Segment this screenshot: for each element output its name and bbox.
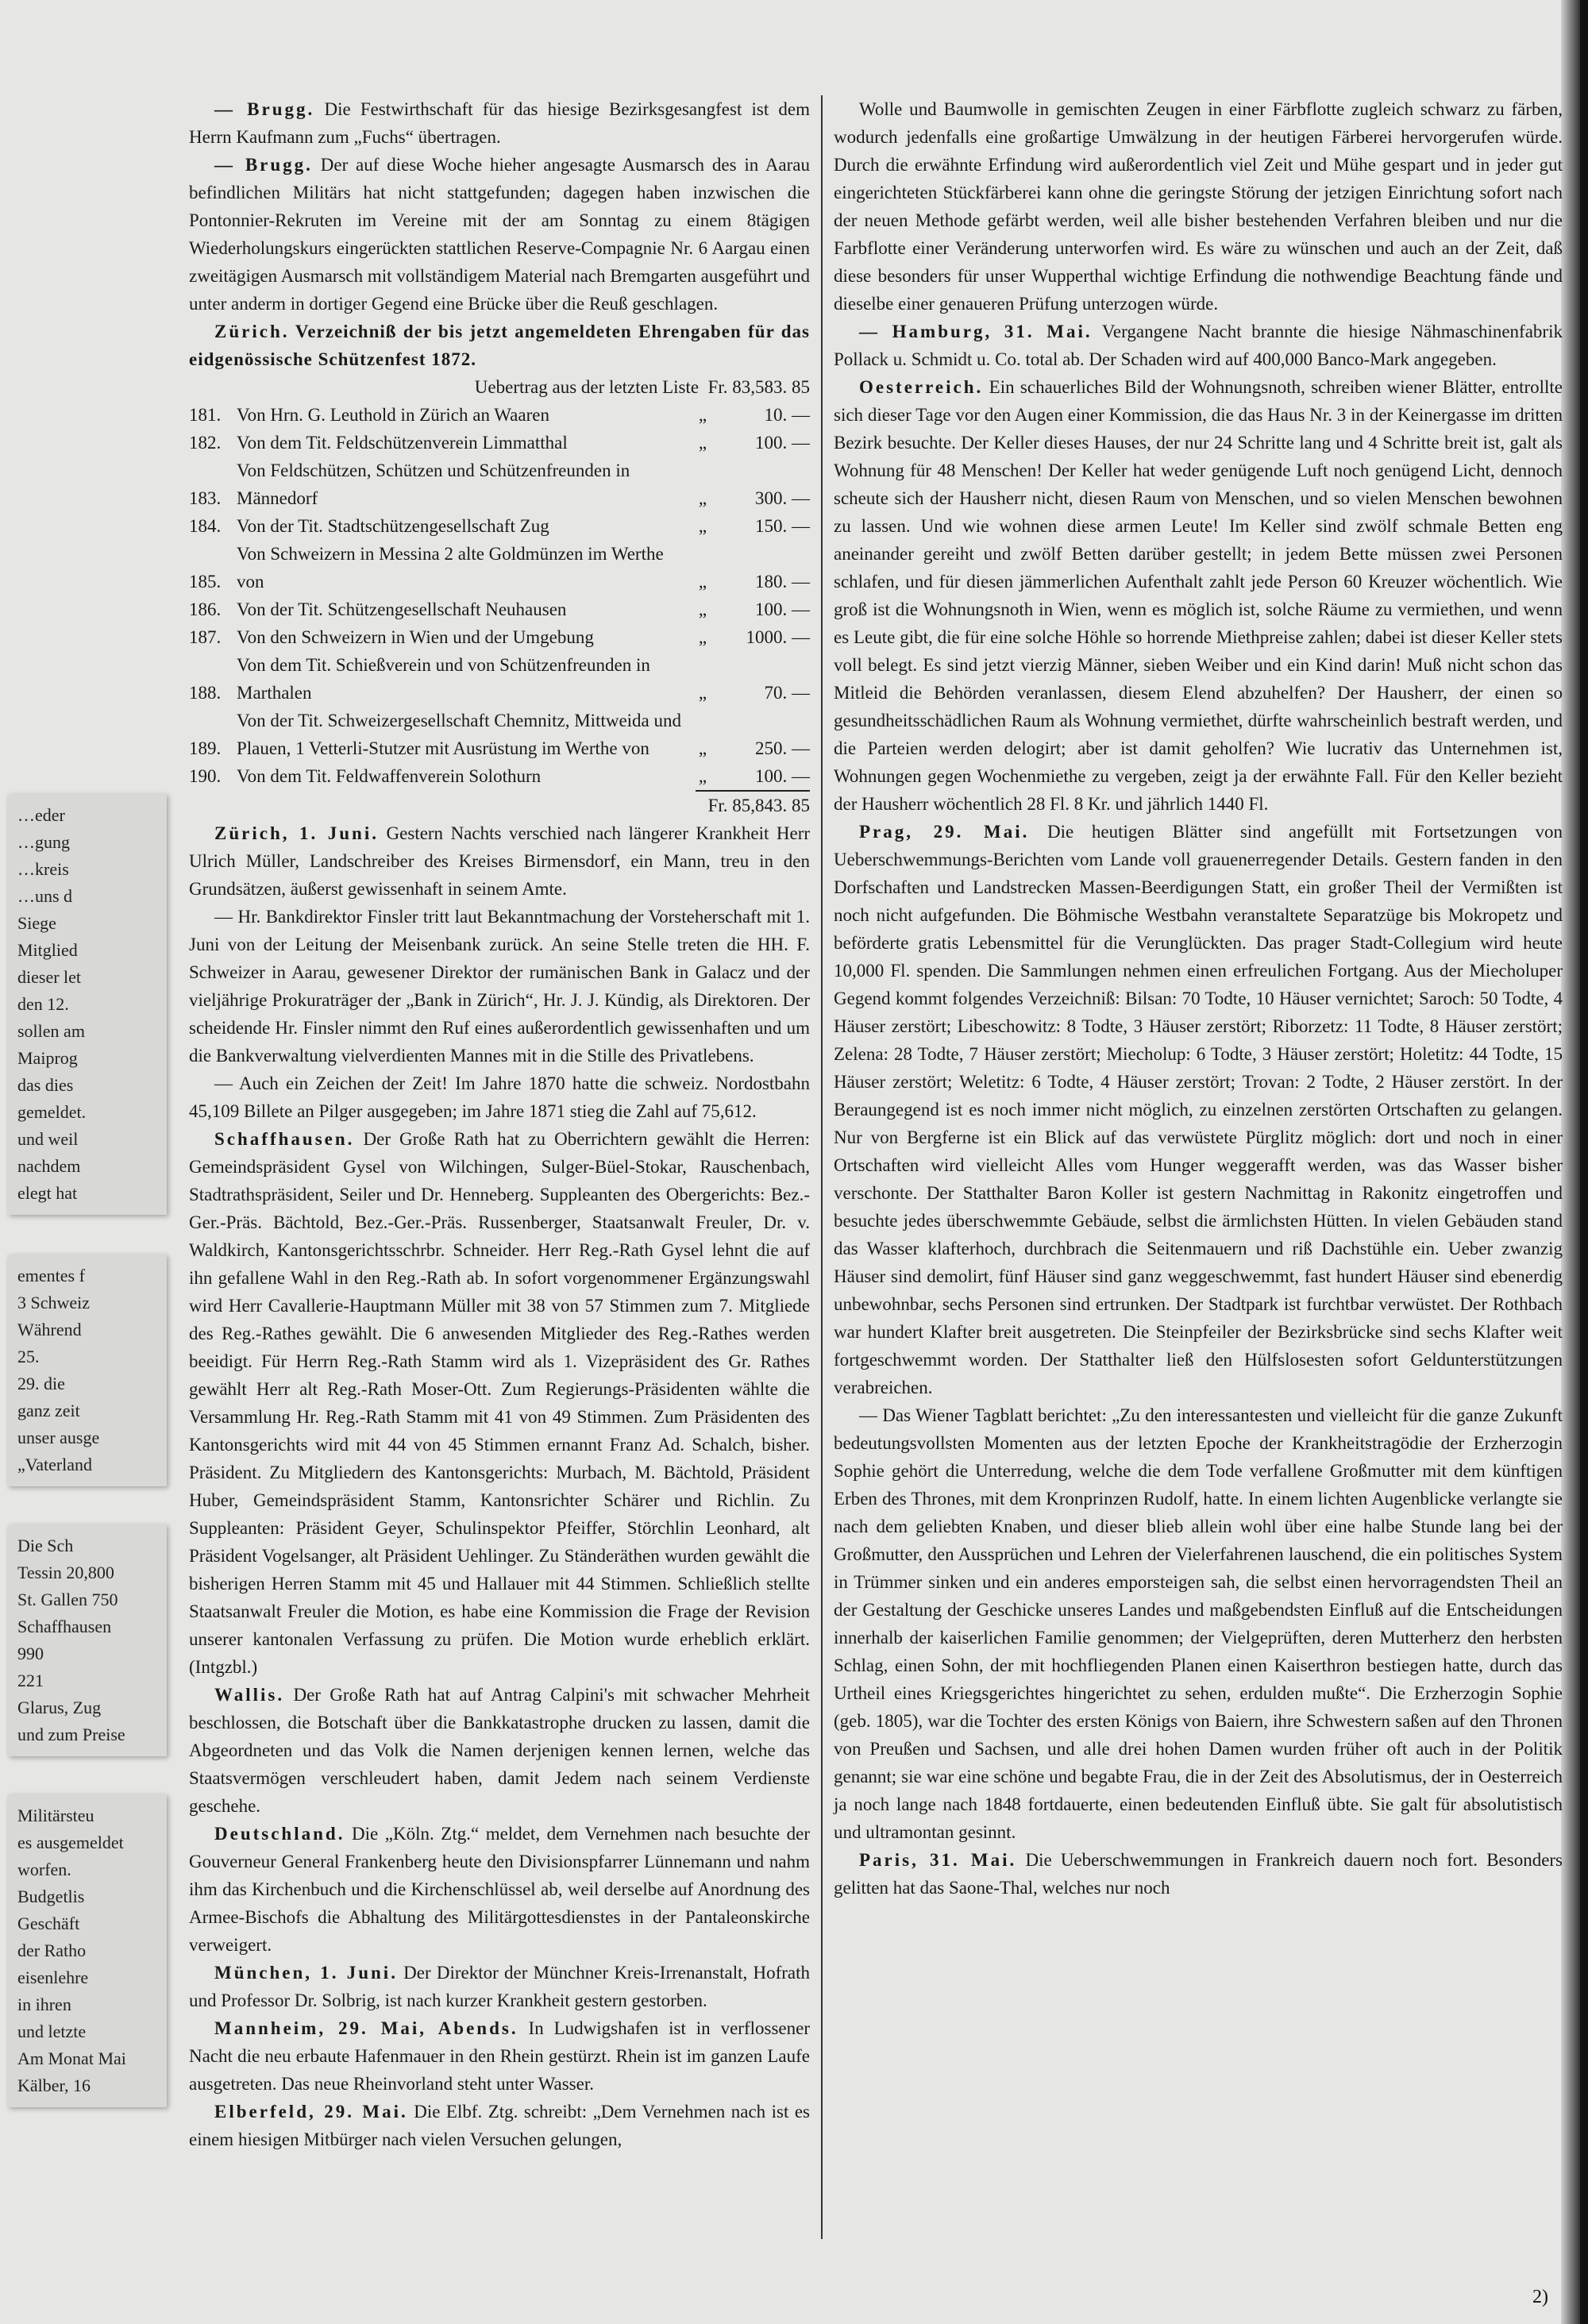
article-text: Die Ueberschwemmungen in Frankreich dauern noch fort. Besonders gelitten hat das Saone-Thal, welches nur noch <box>834 1850 1563 1898</box>
article-text: Gestern Nachts verschied nach längerer Krankheit Herr Ulrich Müller, Landschreiber des Kreises Birmensdorf, ein Mann, treu in den Grundsätzen, äußerst gewissenhaft in seinem Amte. <box>189 823 811 899</box>
article-p5 <box>834 1401 1563 1846</box>
row-number: 187. <box>189 627 222 647</box>
article-text: Der Direktor der Münchner Kreis-Irrenanstalt, Hofrath und Professor Dr. Solbrig, ist nach kurzer Krankheit gestern gestorben. <box>189 1963 811 2010</box>
carry-over-row <box>189 373 810 401</box>
ditto-mark: „ <box>698 516 707 536</box>
row-amount: 70. — <box>764 683 810 703</box>
article-text: — Auch ein Zeichen der Zeit! Im Jahre 1870 hatte die schweiz. Nordostbahn 45,109 Billete an Pilger ausgegeben; im Jahre 1871 stieg die Zahl auf 75,612. <box>189 1073 810 1121</box>
clipping-line: den 12. <box>17 994 69 1014</box>
clipping-line: Siege <box>17 913 56 933</box>
ditto-mark: „ <box>698 433 707 453</box>
row-amount: 150. — <box>755 516 810 536</box>
article-text: Die „Köln. Ztg.“ meldet, dem Vernehmen nach besuchte der Gouverneur General Frankenberg heute den Divisionspfarrer Lünnemann und nahm ihm das Kirchenbuch und die Kirchenschlüssel ab, weil derselbe auf Anordnung des Armee-Bischofs die Abhaltung des Militärgottesdienstes in der Pantaleonskirche verweigert. <box>189 1824 811 1955</box>
row-amount: 100. — <box>755 766 810 786</box>
clipping-line: …kreis <box>17 859 69 879</box>
article-text: — Das Wiener Tagblatt berichtet: „Zu den interessantesten und vielleicht für die ganze Zukunft bedeutungsvollsten Momenten aus der letzten Epoche der Krankheitstragödie der Erzherzogin Sophie gehört die Unterredung, welche die dem Tode verfallene Großmutter mit dem künftigen Erben des Thrones, mit dem Kronprinzen Rudolf, hatte. In einem lichten Augenblicke verlangte sie nach dem geliebten Knaben, und dieser blieb allein wohl über eine halbe Stunde lang bei der Großmutter, den Aussprüchen und Lehren der Vielerfahrenen lauschend, die ein politisches System in Trümmer sinken und ein anderes emporsteigen sah, die selbst einen hervorragendsten Theil an der Gestaltung der Geschicke unseres Landes und maßgebendsten Einfluß auf die Entscheidungen innerhalb der kaiserlichen Familie genommen; der Vielgeprüften, deren Mutterherz den herbsten Schlag, einen Sohn, der mit hochfliegenden Planen einen Kaiserthron bestiegen hatte, durch das Urtheil eines Kriegsgerichtes hingerichtet zu sehen, erdulden mußte“. Die Erzherzogin Sophie (geb. 1805), war die Tochter des ersten Königs von Baiern, ihre Schwestern saßen auf den Thronen von Preußen und Sachsen, und alle drei hohen Damen wurden früher oft auch in der Politik genannt; sie war eine schöne und begabte Frau, die in der Zeit des Absolutismus, der in Oesterreich ja noch lange nach 1848 fortdauerte, einen bedeutenden Einfluß übte. Sie galt für absolutistisch und ultramontan gesinnt. <box>834 1405 1563 1842</box>
article-text: Die heutigen Blätter sind angefüllt mit Fortsetzungen von Ueberschwemmungs-Berichten vom Lande voll grauenerregender Details. Gestern fanden in den Dorfschaften und Landstrecken Massen-Beerdigungen Statt, ein großer Theil der Vermißten ist noch nicht aufgefunden. Die Böhmische Westbahn veranstaltete Separatzüge bis Mokropetz und beförderte gratis Lebensmittel für die Verunglückten. Das prager Stadt-Collegium wird heute 10,000 Fl. spenden. Die Sammlungen nehmen einen erfreulichen Fortgang. Aus der Miecholuper Gegend kommt folgendes Verzeichniß: Bilsan: 70 Todte, 10 Häuser vernichtet; Saroch: 50 Todte, 4 Häuser zerstört; Libeschowitz: 8 Todte, 3 Häuser zerstört; Riborzetz: 11 Todte, 8 Häuser zerstört; Zelena: 28 Todte, 7 Häuser zerstört; Miecholup: 6 Todte, 3 Häuser zerstört; Holetitz: 44 Todte, 15 Häuser zerstört; Weletitz: 6 Todte, 4 Häuser zerstört; Trovan: 2 Todte, 2 Häuser zerstört. In der Beraungegend ist es noch immer nicht möglich, zu einzelnen zerstörten Ortschaften zu gelangen. Nur von Bergferne ist ein Blick auf das verwüstete Pürglitz möglich: dort und noch in einer Ortschaften wird vielleicht Alles vom Hunger weggerafft werden, was das Wasser bisher verschonte. Der Statthalter Baron Koller ist gestern Nachmittag in Rakonitz eingetroffen und besuchte jedes überschwemmte Gebäude, selbst die ärmlichsten Hütten. In vielen Gebäuden stand das Wasser klafterhoch, durchbrach die Seitenmauern und riß Dachstühle ein. Ueber zwanzig Häuser sind demolirt, fünf Häuser sind ganz weggeschwemmt, fast hundert Häuser sind ebenerdig unbewohnbar, sechs Personen sind ertrunken. Der Stadtpark ist furchtbar verwüstet. Der Rothbach war hundert Klafter breit ausgetreten. Die Steinpfeiler der Bezirksbrücke sind sechs Klafter weit fortgeschwemmt worden. Der Statthalter ließ den Hülfslosesten sofort Geldunterstützungen verabreichen. <box>834 822 1563 1397</box>
article-lead: Schaffhausen. <box>214 1129 355 1149</box>
clipping-line: 29. die <box>17 1374 65 1393</box>
row-amount: 100. — <box>755 599 810 619</box>
table-row <box>189 651 810 707</box>
clipping-line: ganz zeit <box>17 1401 80 1420</box>
newspaper-clipping <box>8 1794 167 2107</box>
article-brugg-2 <box>189 151 810 318</box>
clipping-line: ementes f <box>17 1266 85 1285</box>
table-row <box>189 595 810 623</box>
clipping-line: St. Gallen 750 <box>17 1590 118 1609</box>
ditto-mark: „ <box>698 766 707 786</box>
row-amount: 250. — <box>755 738 810 758</box>
row-number: 190. <box>189 766 222 786</box>
table-row <box>189 707 810 762</box>
row-description: Von der Tit. Schützengesellschaft Neuhausen <box>237 599 567 619</box>
right-column <box>834 95 1563 1902</box>
clipping-line: nachdem <box>17 1156 81 1176</box>
article-text: In Ludwigshafen ist in verflossener Nacht die neu erbaute Hafenmauer in den Rhein gestürzt. Rhein ist im ganzen Laufe ausgetreten. Das neue Rheinvorland steht unter Wasser. <box>189 2018 810 2094</box>
article-text: — Hr. Bankdirektor Finsler tritt laut Bekanntmachung der Vorsteherschaft mit 1. Juni von der Leitung der Meisenbank zurück. An seine Stelle treten die HH. F. Schweizer in Aarau, gewesener Direktor der rumänischen Bank in Galacz und der vieljährige Prokuraträger der „Bank in Zürich“, Hr. J. J. Kündig, als Direktoren. Der scheidende Hr. Finsler nimmt den Ruf eines außerordentlich gewissenhaften und um die Bankverwaltung vielverdienten Mannes mit in die Stille des Privatlebens. <box>189 907 810 1066</box>
article-p3 <box>834 373 1563 818</box>
article-p10 <box>189 2014 810 2098</box>
ditto-mark: „ <box>698 599 707 619</box>
row-number: 186. <box>189 599 222 619</box>
page-edge <box>1561 0 1580 2324</box>
article-text: Die Festwirthschaft für das hiesige Bezirksgesangfest ist dem Herrn Kaufmann zum „Fuchs“ übertragen. <box>189 99 811 147</box>
list-rows <box>189 401 810 790</box>
newspaper-clipping <box>8 1524 167 1756</box>
clipping-line: elegt hat <box>17 1183 78 1203</box>
clipping-line: …eder <box>17 805 65 825</box>
carry-amount: Fr. 83,583. 85 <box>707 377 810 397</box>
row-amount: 300. — <box>755 488 810 508</box>
clipping-line: das dies <box>17 1075 74 1095</box>
clipping-line: Während <box>17 1320 82 1339</box>
article-text: Die Elbf. Ztg. schreibt: „Dem Vernehmen nach ist es einem hiesigen Mitbürger nach vielen Versuchen gelungen, <box>189 2102 810 2149</box>
left-articles <box>189 819 810 2153</box>
row-amount: 1000. — <box>746 627 810 647</box>
row-number: 185. <box>189 572 222 592</box>
ditto-mark: „ <box>698 572 707 592</box>
row-amount: 10. — <box>764 405 810 425</box>
newspaper-clipping <box>8 1254 167 1486</box>
article-lead: München, 1. Juni. <box>214 1963 398 1983</box>
row-description: Von der Tit. Schweizergesellschaft Chemnitz, Mittweida und Plauen, 1 Vetterli-Stutzer mit Ausrüstung im Werthe von <box>237 711 682 758</box>
article-lead: — Brugg. <box>214 155 313 175</box>
article-p1 <box>834 95 1563 318</box>
article-text: Vergangene Nacht brannte die hiesige Nähmaschinenfabrik Pollack u. Schmidt u. Co. total ab. Der Schaden wird auf 400,000 Banco-Mark angegeben. <box>834 322 1563 369</box>
article-p11 <box>189 2098 810 2153</box>
clipping-line: eisenlehre <box>17 1967 89 1987</box>
clipping-line: Am Monat Mai <box>17 2048 126 2068</box>
clipping-line: …gung <box>17 832 70 852</box>
list-heading <box>189 318 810 373</box>
article-lead: Deutschland. <box>214 1824 345 1844</box>
ditto-mark: „ <box>698 738 707 758</box>
clipping-line: der Ratho <box>17 1941 87 1960</box>
table-row <box>189 540 810 595</box>
ditto-mark: „ <box>698 488 707 508</box>
ditto-mark: „ <box>698 405 707 425</box>
row-amount: 100. — <box>755 433 810 453</box>
article-p7 <box>189 1681 810 1820</box>
carry-label: Uebertrag aus der letzten Liste <box>474 377 700 397</box>
table-row <box>189 401 810 429</box>
newspaper-clipping <box>8 794 167 1215</box>
clipping-line: Tessin 20,800 <box>17 1563 114 1582</box>
article-text: Wolle und Baumwolle in gemischten Zeugen in einer Färbflotte zugleich schwarz zu färben, wodurch jedenfalls eine großartige Umwälzung in der heutigen Färberei hervorgerufen würde. Durch die erwähnte Erfindung wird außerordentlich viel Zeit und Mühe gespart und in jeder gut eingerichteten Stückfärberei kann ohne die geringste Störung der jetzigen Einrichtung sofort nach der neuen Methode gefärbt werden, weil alle bisher bestehenden Verfahren bleiben und nur die Farbflotte einer Veränderung unterworfen wird. Es wäre zu wünschen und auch an der Zeit, daß diese besonders für unser Wupperthal wichtige Erfindung die nothwendige Beachtung fände und dieselbe einer genaueren Prüfung unterzogen würde. <box>834 99 1563 314</box>
article-lead: Zürich. <box>214 322 290 341</box>
article-text: Der Große Rath hat auf Antrag Calpini's mit schwacher Mehrheit beschlossen, die Botschaft über die Bankkatastrophe drucken zu lassen, damit die Abgeordneten und das Volk die Namen derjenigen kennen lernen, welche das Staatsvermögen verschleudert haben, damit Jedem nach seinem Verdienste geschehe. <box>189 1685 810 1816</box>
clipping-line: Militärsteu <box>17 1806 94 1825</box>
clipping-line: und zum Preise <box>17 1725 125 1744</box>
article-lead: Oesterreich. <box>859 377 984 397</box>
row-description: Von Feldschützen, Schützen und Schützenfreunden in Männedorf <box>237 461 630 508</box>
row-number: 188. <box>189 683 222 703</box>
clipping-line: sollen am <box>17 1021 85 1041</box>
clipping-line: Geschäft <box>17 1914 80 1933</box>
list-total <box>189 790 810 819</box>
ditto-mark: „ <box>698 627 707 647</box>
article-p5 <box>189 1070 810 1125</box>
clipping-line: Budgetlis <box>17 1887 85 1906</box>
left-column <box>189 95 810 2153</box>
row-description: Von Schweizern in Messina 2 alte Goldmünzen im Werthe von <box>237 544 664 592</box>
table-row <box>189 457 810 512</box>
clipping-line: …uns d <box>17 886 73 906</box>
clipping-line: Maiprog <box>17 1048 78 1068</box>
clipping-line: dieser let <box>17 967 82 987</box>
page-mark: 2) <box>1532 2287 1548 2307</box>
clipping-line: „Vaterland <box>17 1455 93 1474</box>
row-description: Von dem Tit. Feldwaffenverein Solothurn <box>237 766 542 786</box>
article-p6 <box>189 1125 810 1681</box>
row-number: 189. <box>189 738 222 758</box>
article-text: Der auf diese Woche hieher angesagte Ausmarsch des in Aarau befindlichen Militärs hat nicht stattgefunden; dagegen haben inzwischen die Pontonnier-Rekruten im Vereine mit der am Sonntag zu einem 8tägigen Wiederholungskurs eingerückten stattlichen Reserve-Compagnie Nr. 6 Aargau einen zweitägigen Ausmarsch mit vollständigem Material nach Bremgarten ausgeführt und unter anderm in dortiger Gegend eine Brücke über die Reuß geschlagen. <box>189 155 810 314</box>
article-brugg-1 <box>189 95 810 151</box>
clipping-line: 221 <box>17 1671 44 1690</box>
list-title: Verzeichniß der bis jetzt angemeldeten Ehrengaben für das eidgenössische Schützenfest 1872. <box>189 322 810 369</box>
row-description: Von den Schweizern in Wien und der Umgebung <box>237 627 594 647</box>
article-lead: Mannheim, 29. Mai, Abends. <box>214 2018 518 2038</box>
article-text: Ein schauerliches Bild der Wohnungsnoth, schreiben wiener Blätter, entrollte sich dieser Tage vor den Augen einer Kommission, die das Haus Nr. 3 in der Keinergasse im dritten Bezirk besuchte. Der Keller dieses Hauses, der nur 24 Schritte lang und 4 Schritte breit ist, galt als Wohnung für 48 Menschen! Der Keller hat weder genügende Luft noch genügend Licht, dennoch scheute sich der Hausherr nicht, diesen Raum von Menschen, und so vielen Menschen bewohnen zu lassen. Und wie wohnen diese armen Leute! Im Keller sind zwölf schmale Betten eng aneinander gereiht und zwölf Betten darüber gestellt; in jedem Bette müssen zwei Personen schlafen, und für diesen jämmerlichen Aufenthalt zahlt jede Person 60 Kreuzer wöchentlich. Wie groß ist die Wohnungsnoth in Wien, wenn es möglich ist, solche Räume zu vermiethen, und wenn es Leute gibt, die für eine solche Höhle so horrende Miethpreise zahlen; dabei ist dieser Keller stets voll belegt. Es sind jetzt vierzig Männer, sieben Weiber und ein Kind darin! Muß nicht schon das Mitleid die Behörden veranlassen, diesem Elend abzuhelfen? Der Hausherr, der einen so gesundheitsschädlichen Raum als Wohnung vermiethet, dürfte wahrscheinlich bestraft werden, und die Parteien werden delogirt; aber ist damit geholfen? Wie lucrativ das Unternehmen ist, Wohnungen gegen Wochenmiethe zu vergeben, zeigt ja der erwähnte Fall. Für den Keller bezieht der Hausherr wöchentlich 28 Fl. 8 Kr. und jährlich 1440 Fl. <box>834 377 1563 814</box>
row-description: Von dem Tit. Schießverein und von Schützenfreunden in Marthalen <box>237 655 650 703</box>
article-p6 <box>834 1846 1563 1902</box>
row-description: Von Hrn. G. Leuthold in Zürich an Waaren <box>237 405 549 425</box>
clipping-line: in ihren <box>17 1994 71 2014</box>
article-lead: Paris, 31. Mai. <box>859 1850 1017 1870</box>
row-number: 181. <box>189 405 222 425</box>
clipping-line: und weil <box>17 1129 79 1149</box>
clipping-line: gemeldet. <box>17 1102 87 1122</box>
row-number: 184. <box>189 516 222 536</box>
column-rule <box>821 95 823 2239</box>
clipping-line: es ausgemeldet <box>17 1833 124 1852</box>
clipping-line: Kälber, 16 <box>17 2075 91 2095</box>
article-text: Der Große Rath hat zu Oberrichtern gewählt die Herren: Gemeindspräsident Gysel von Wilchingen, Sulger-Büel-Stokar, Rauschenbach, Stadtrathspräsident, Seiler und Dr. Henneberg. Suppleanten des Obergerichts: Bez.-Ger.-Präs. Bächtold, Bez.-Ger.-Präs. Russenberger, Staatsanwalt Freuler, Dr. v. Waldkirch, Kantonsgerichtsschrbr. Schneider. Herr Reg.-Rath Gysel lehnt die auf ihn gefallene Wahl in den Reg.-Rath ab. In sofort vorgenommener Ergänzungswahl wird Herr Cavallerie-Hauptmann Müller mit 38 von 57 Stimmen zum 7. Mitgliede des Reg.-Rathes gewählt. Die 6 anwesenden Mitglieder des Reg.-Rathes werden beeidigt. Für Herrn Reg.-Rath Stamm wird als 1. Vizepräsident des Gr. Rathes gewählt Herr alt Reg.-Rath Moser-Ott. Zum Regierungs-Präsidenten wählte die Versammlung Hr. Reg.-Rath Stamm mit 41 von 49 Stimmen. Zum Präsidenten des Kantonsgerichts wird mit 44 von 45 Stimmen ernannt Franz Ad. Schalch, bisher. Präsident. Zu Mitgliedern des Kantonsgerichts: Murbach, M. Bächtold, Präsident Huber, Gemeindspräsident Stamm, Kantonsrichter Schärer und Richlin. Zu Suppleanten: Präsident Geyer, Schulinspektor Pfeiffer, Störchlin Leonhard, alt Präsident Vogelsanger, alt Präsident Uehlinger. Zu Ständeräthen wurden gewählt die bisherigen Herren Stamm mit 45 und Hallauer mit 44 Stimmen. Schließlich stellte Staatsanwalt Freuler die Motion, es habe eine Kommission die Frage der Revision unserer kantonalen Verfassung zu prüfen. Die Motion wurde erheblich erklärt. (Intgzbl.) <box>189 1129 811 1677</box>
article-p8 <box>189 1820 810 1959</box>
table-row <box>189 762 810 790</box>
clipping-line: und letzte <box>17 2021 87 2041</box>
row-description: Von dem Tit. Feldschützenverein Limmatthal <box>237 433 568 453</box>
row-number: 182. <box>189 433 222 453</box>
clipping-line: unser ausge <box>17 1428 100 1447</box>
table-row <box>189 623 810 651</box>
table-row <box>189 512 810 540</box>
article-p4 <box>834 818 1563 1401</box>
article-lead: — Hamburg, 31. Mai. <box>859 322 1093 341</box>
ehrengaben-list <box>189 318 810 819</box>
clipping-line: 25. <box>17 1347 40 1366</box>
clipping-line: worfen. <box>17 1860 71 1879</box>
clipping-line: Die Sch <box>17 1536 74 1555</box>
row-number: 183. <box>189 488 222 508</box>
article-lead: Elberfeld, 29. Mai. <box>214 2102 408 2122</box>
row-amount: 180. — <box>755 572 810 592</box>
clipping-line: Mitglied <box>17 940 78 960</box>
article-p4 <box>189 903 810 1070</box>
clipping-line: Schaffhausen <box>17 1617 112 1636</box>
article-p2 <box>834 318 1563 373</box>
total-amount: Fr. 85,843. 85 <box>696 790 810 819</box>
article-lead: Wallis. <box>214 1685 285 1705</box>
clipping-line: 990 <box>17 1644 44 1663</box>
row-description: Von der Tit. Stadtschützengesellschaft Zug <box>237 516 549 536</box>
article-lead: Zürich, 1. Juni. <box>214 823 379 843</box>
article-p3 <box>189 819 810 903</box>
clipping-line: 3 Schweiz <box>17 1293 91 1312</box>
article-lead: — Brugg. <box>214 99 315 119</box>
table-row <box>189 429 810 457</box>
ditto-mark: „ <box>698 683 707 703</box>
article-lead: Prag, 29. Mai. <box>859 822 1030 842</box>
clipping-line: Glarus, Zug <box>17 1698 102 1717</box>
article-p9 <box>189 1959 810 2014</box>
